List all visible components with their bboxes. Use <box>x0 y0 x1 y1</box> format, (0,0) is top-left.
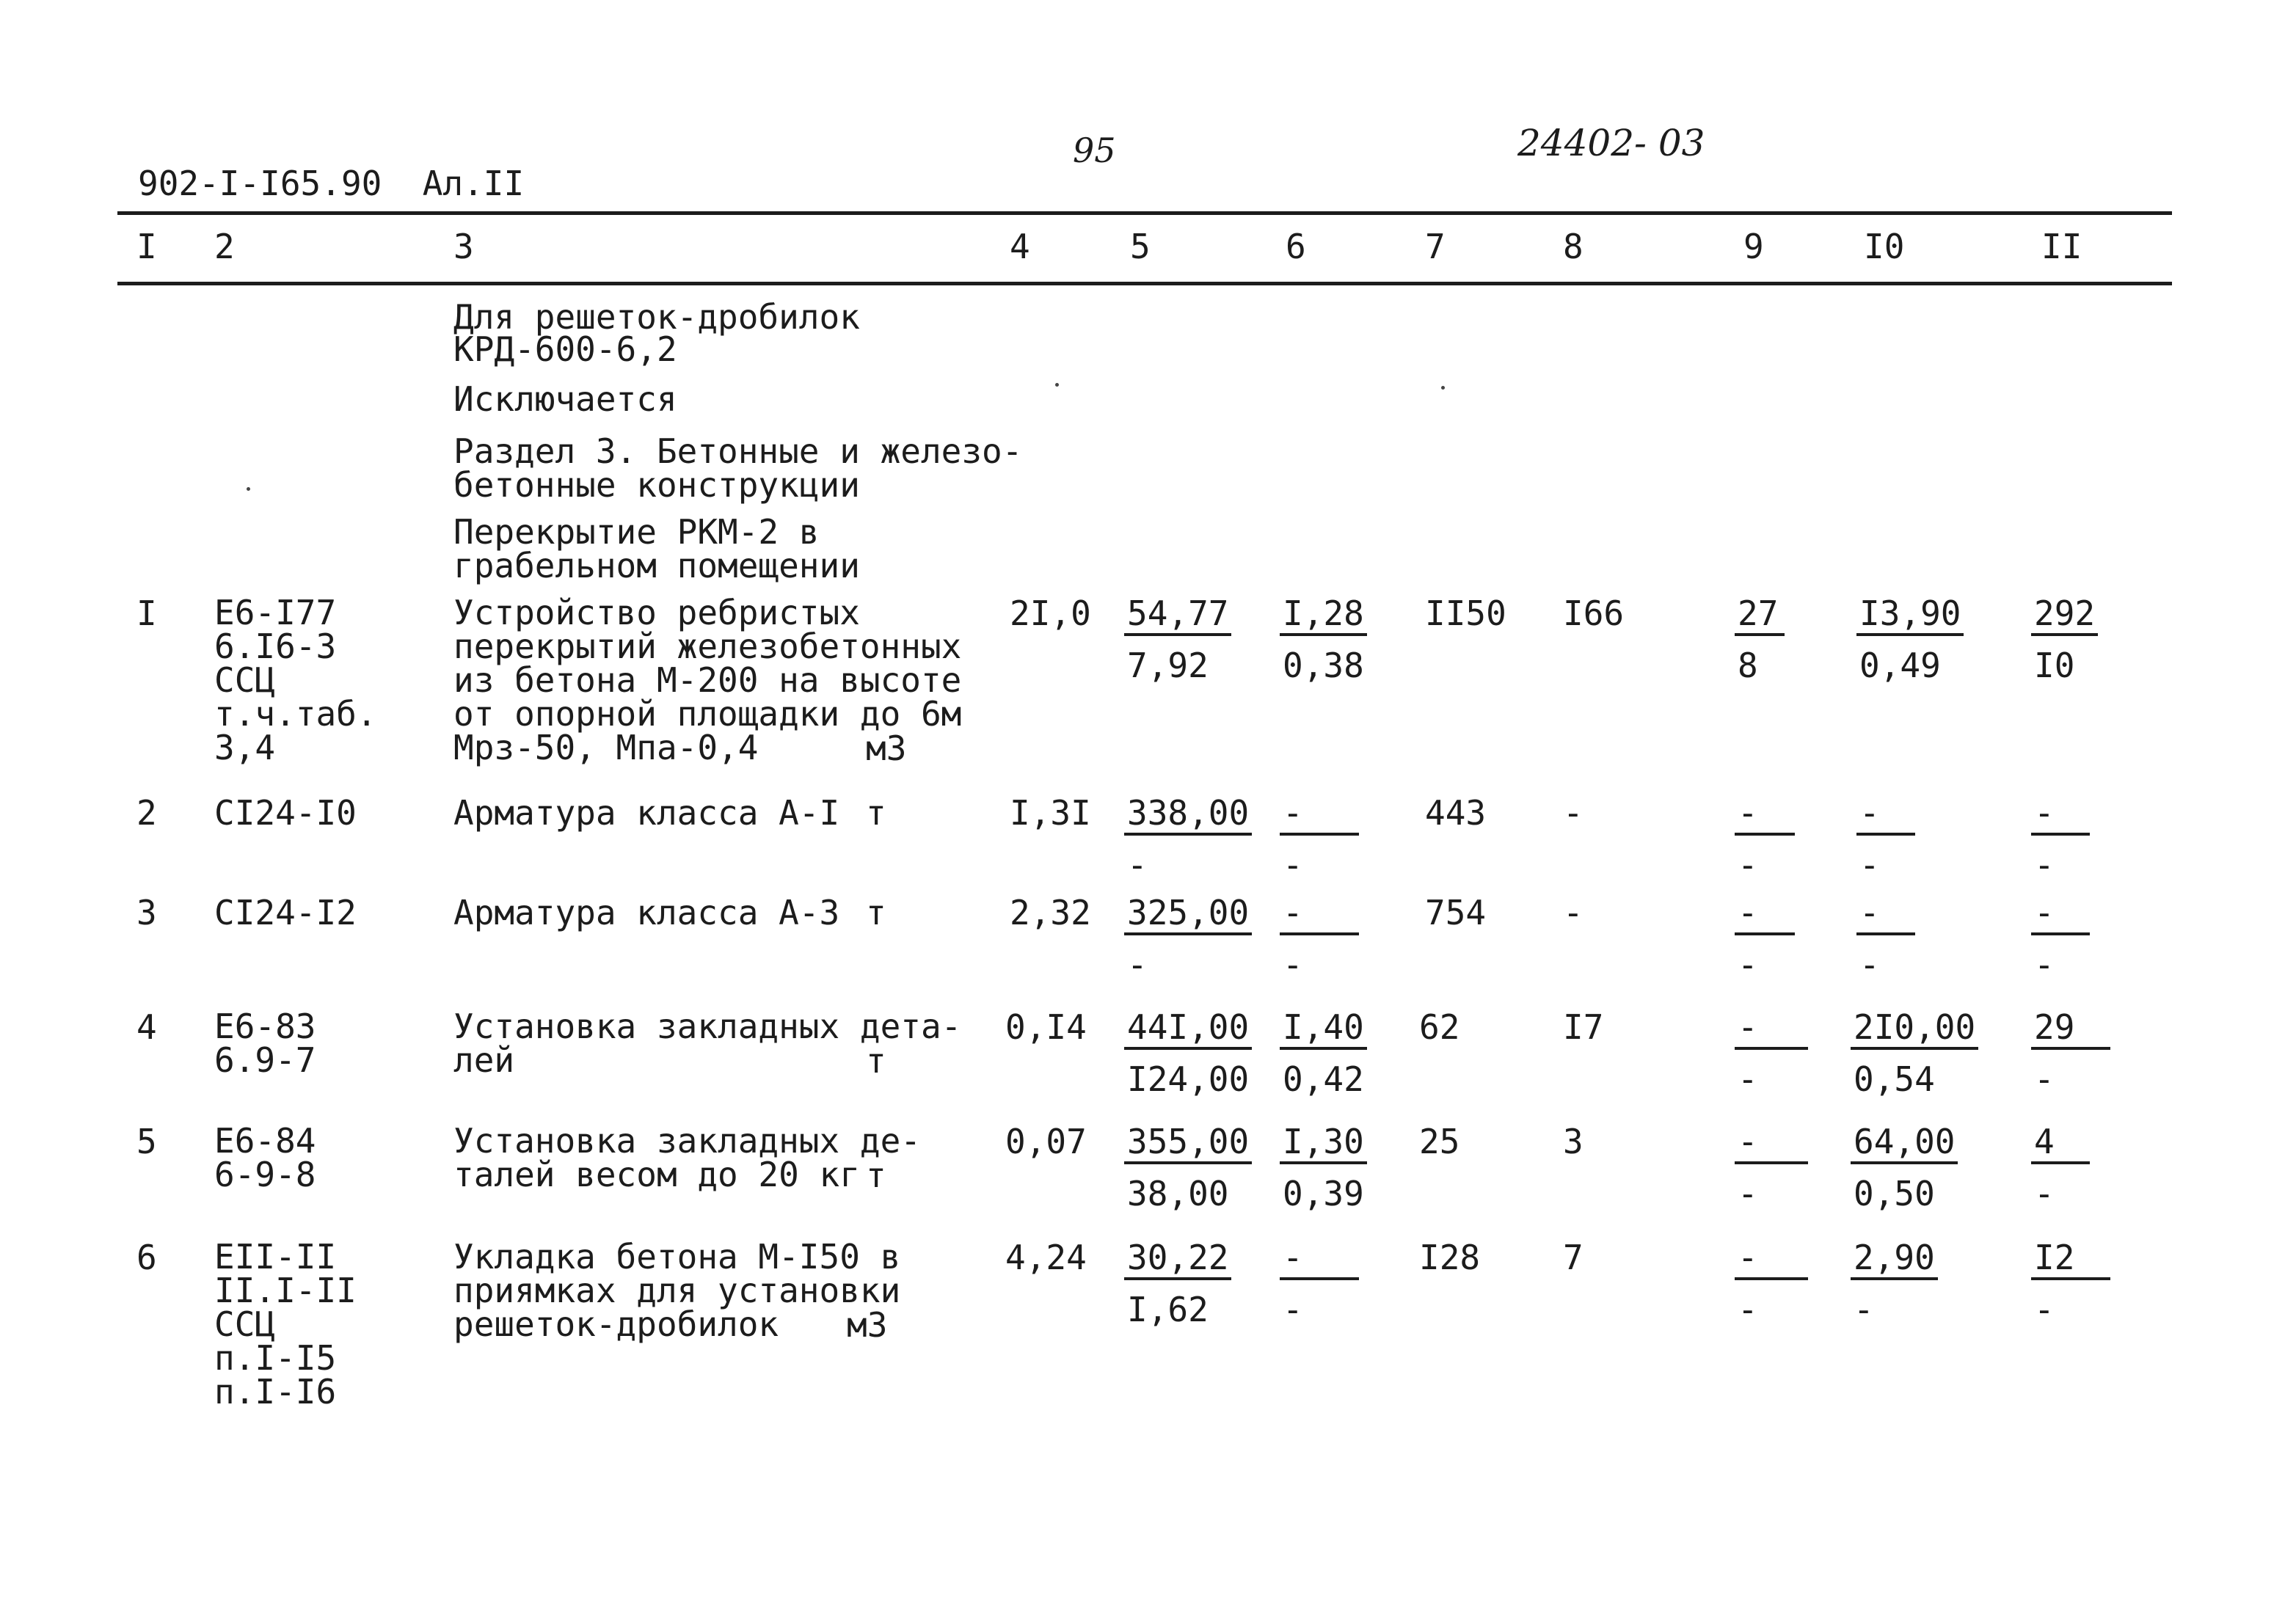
scan-speck <box>1441 386 1445 390</box>
total-cost: 25 <box>1419 1122 1460 1161</box>
total-cost: II50 <box>1425 594 1506 633</box>
work-description: Установка закладных дета- лей <box>453 1007 962 1080</box>
intro-excluded: Исключается <box>453 379 677 419</box>
col9-fraction: - - <box>1735 1240 1808 1327</box>
total-cost: I28 <box>1419 1238 1481 1277</box>
col10-fraction: $\frac{2I0,00}{0,54}$ <box>1851 1009 1978 1097</box>
unit: т <box>866 893 886 932</box>
norm-code: ЕII-II II.I-II ССЦ п.I-I5 п.I-I6 <box>214 1237 357 1412</box>
unit-cost-fraction: $\frac{54,77}{7,92}$ <box>1124 596 1231 683</box>
wage-fraction: $\frac{I,28}{0,38}$ <box>1280 596 1367 683</box>
section-title: Раздел 3. Бетонные и железо- бетонные конструкции <box>453 431 1023 505</box>
intro-heading: Для решеток-дробилок КРД-600-6,2 <box>453 297 860 369</box>
col9-fraction: - - <box>1735 895 1795 982</box>
quantity: 4,24 <box>1005 1238 1087 1277</box>
unit: т <box>866 1155 886 1195</box>
unit: м3 <box>866 729 907 768</box>
total-wage: I7 <box>1563 1007 1604 1047</box>
quantity: I,3I <box>1010 793 1091 833</box>
unit-cost-fraction: $\frac{44I,00}{I24,00}$ <box>1124 1009 1252 1097</box>
col9-fraction: - - <box>1735 1009 1808 1097</box>
total-wage: 7 <box>1563 1238 1583 1277</box>
work-description: Установка закладных де- талей весом до 20 кг <box>453 1121 921 1194</box>
unit-cost-fraction: 325,00 - <box>1124 895 1252 982</box>
scan-speck <box>247 487 250 491</box>
work-description: Арматура класса А-I <box>453 793 840 833</box>
norm-code: Е6-I77 6.I6-3 ССЦ т.ч.таб. 3,4 <box>214 593 377 767</box>
col11-fraction: 29 - <box>2031 1009 2110 1097</box>
row-number: 3 <box>136 893 157 932</box>
wage-fraction: - - <box>1280 895 1359 982</box>
norm-code: СI24-I2 <box>214 893 357 932</box>
archive-number: 24402- 03 <box>1517 122 1705 164</box>
column-header: I0 <box>1864 227 1905 266</box>
col10-fraction: $\frac{I3,90}{0,49}$ <box>1856 596 1964 683</box>
document-code: 902-I-I65.90 Ал.II <box>138 164 525 203</box>
norm-code: Е6-83 6.9-7 <box>214 1007 316 1080</box>
row-number: I <box>136 594 157 633</box>
work-description: Устройство ребристых перекрытий железобетонных из бетона М-200 на высоте от опорной площадки до 6м Мрз-50, Мпа-0,4 <box>453 593 962 767</box>
quantity: 0,07 <box>1005 1122 1087 1161</box>
col11-fraction: - - <box>2031 895 2090 982</box>
column-header: 8 <box>1563 227 1583 266</box>
row-number: 5 <box>136 1122 157 1161</box>
row-number: 4 <box>136 1007 157 1047</box>
wage-fraction: $\frac{I,30}{0,39}$ <box>1280 1124 1367 1211</box>
col11-fraction: $\frac{292}{I0}$ <box>2031 596 2098 683</box>
total-wage: - <box>1563 793 1583 833</box>
unit-cost-fraction: $\frac{355,00}{38,00}$ <box>1124 1124 1252 1211</box>
col10-fraction: 2,90 - <box>1851 1240 1938 1327</box>
row-number: 2 <box>136 793 157 833</box>
col9-fraction: - - <box>1735 795 1795 883</box>
total-wage: I66 <box>1563 594 1625 633</box>
col10-fraction: $\frac{64,00}{0,50}$ <box>1851 1124 1958 1211</box>
quantity: 2I,0 <box>1010 594 1091 633</box>
col9-fraction: $\frac{27}{8}$ <box>1735 596 1785 683</box>
total-cost: 443 <box>1425 793 1487 833</box>
col11-fraction: I2 - <box>2031 1240 2110 1327</box>
total-cost: 62 <box>1419 1007 1460 1047</box>
unit-cost-fraction: $\frac{30,22}{I,62}$ <box>1124 1240 1231 1327</box>
column-header: 2 <box>214 227 235 266</box>
col11-fraction: - - <box>2031 795 2090 883</box>
column-header: 6 <box>1286 227 1306 266</box>
column-header: 3 <box>453 227 474 266</box>
col10-fraction: - - <box>1856 795 1915 883</box>
quantity: 2,32 <box>1010 893 1091 932</box>
work-description: Укладка бетона М-I50 в приямках для установки решеток-дробилок <box>453 1237 901 1344</box>
wage-fraction: $\frac{I,40}{0,42}$ <box>1280 1009 1367 1097</box>
col9-fraction: - - <box>1735 1124 1808 1211</box>
col10-fraction: - - <box>1856 895 1915 982</box>
header-bottom-rule <box>117 282 2172 285</box>
norm-code: СI24-I0 <box>214 793 357 833</box>
total-wage: - <box>1563 893 1583 932</box>
wage-fraction: - - <box>1280 1240 1359 1327</box>
column-header: 9 <box>1743 227 1764 266</box>
total-cost: 754 <box>1425 893 1487 932</box>
quantity: 0,I4 <box>1005 1007 1087 1047</box>
wage-fraction: - - <box>1280 795 1359 883</box>
row-number: 6 <box>136 1238 157 1277</box>
subsection-title: Перекрытие РКМ-2 в грабельном помещении <box>453 512 860 585</box>
page-number: 95 <box>1073 131 1116 170</box>
unit: т <box>866 1041 886 1081</box>
unit-cost-fraction: 338,00 - <box>1124 795 1252 883</box>
column-header: II <box>2041 227 2082 266</box>
table-top-rule <box>117 211 2172 215</box>
column-header: 7 <box>1425 227 1446 266</box>
col11-fraction: 4 - <box>2031 1124 2090 1211</box>
scan-speck <box>1055 383 1059 387</box>
unit: м3 <box>847 1305 888 1345</box>
column-header: 4 <box>1010 227 1030 266</box>
work-description: Арматура класса А-3 <box>453 893 840 932</box>
total-wage: 3 <box>1563 1122 1583 1161</box>
unit: т <box>866 793 886 833</box>
norm-code: Е6-84 6-9-8 <box>214 1121 316 1194</box>
column-header: 5 <box>1130 227 1151 266</box>
column-header: I <box>136 227 157 266</box>
